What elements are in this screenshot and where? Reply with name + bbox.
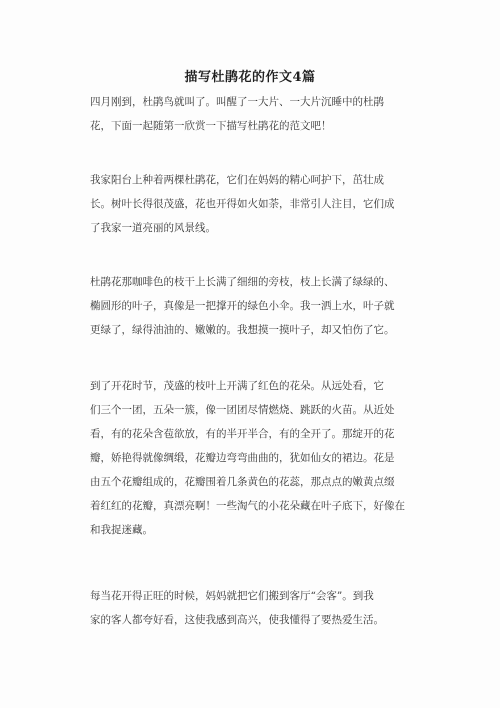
text-line: 到了开花时节，茂盛的枝叶上开满了红色的花朵。从远处看，它: [90, 380, 384, 392]
text-line: 和我捉迷藏。: [90, 524, 153, 536]
text-line: 由五个花瓣组成的，花瓣围着几条黄色的花蕊，那点点的嫩黄点缀: [90, 476, 395, 488]
text-line: 每当花开得正旺的时候，妈妈就把它们搬到客厅“会客”。到我: [90, 590, 374, 602]
text-line: 更绿了，绿得油油的、嫩嫩的。我想摸一摸叶子，却又怕伤了它。: [90, 324, 395, 336]
text-line: 瓣，娇艳得就像绸缎，花瓣边弯弯曲曲的，犹如仙女的裙边。花是: [90, 452, 395, 464]
paragraph: [90, 168, 420, 240]
text-line: 着红红的花瓣，真漂亮啊！一些淘气的小花朵藏在叶子底下，好像在: [90, 500, 405, 512]
text-line: 杜鹃花那咖啡色的枝干上长满了细细的旁枝，枝上长满了绿绿的、: [90, 276, 395, 288]
text-line: 了我家一道亮丽的风景线。: [90, 222, 216, 234]
text-line: 家的客人都夸好看，这使我感到高兴，使我懂得了要热爱生活。: [90, 614, 384, 626]
paragraph: [90, 374, 420, 542]
document-title: 描写杜鹃花的作文4篇: [184, 70, 316, 85]
paragraph: [90, 90, 420, 138]
text-line: 们三个一团，五朵一簇，像一团团尽情燃烧、跳跃的火苗。从近处: [90, 404, 395, 416]
text-line: 四月刚到，杜鹃鸟就叫了。叫醒了一大片、一大片沉睡中的杜鹃: [90, 96, 384, 108]
text-line: 看，有的花朵含苞欲放，有的半开半合，有的全开了。那绽开的花: [90, 428, 395, 440]
text-line: 花，下面一起随第一欣赏一下描写杜鹃花的范文吧！: [90, 120, 332, 132]
paragraph: [90, 270, 420, 342]
paragraph: [90, 584, 420, 632]
text-line: 椭圆形的叶子，真像是一把撑开的绿色小伞。我一洒上水，叶子就: [90, 300, 395, 312]
text-line: 长。树叶长得很茂盛，花也开得如火如荼，非常引人注目，它们成: [90, 198, 395, 210]
text-line: 我家阳台上种着两棵杜鹃花，它们在妈妈的精心呵护下，茁壮成: [90, 174, 384, 186]
